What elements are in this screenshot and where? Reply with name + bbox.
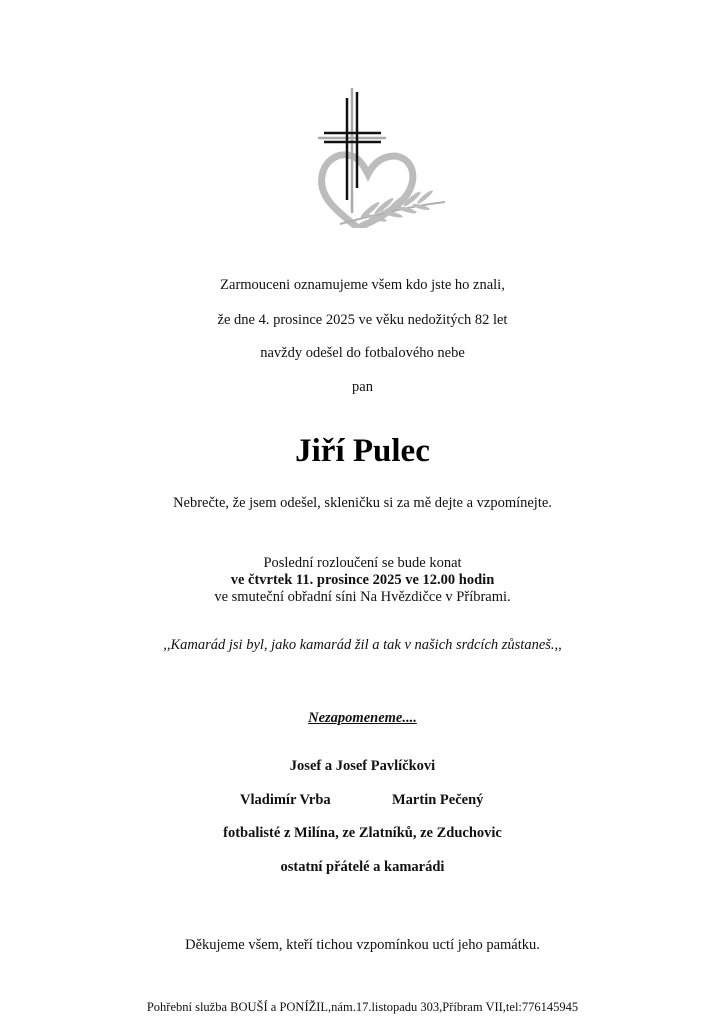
mourners-line-4: ostatní přátelé a kamarádi xyxy=(280,859,445,875)
deceased-name: Jiří Pulec xyxy=(295,433,430,469)
mourners-line-1: Josef a Josef Pavlíčkovi xyxy=(289,758,436,774)
ceremony-line-1: Poslední rozloučení se bude konat xyxy=(263,555,462,571)
ceremony-place: ve smuteční obřadní síni Na Hvězdičce v Příbrami. xyxy=(214,589,511,605)
motto: Nebrečte, že jsem odešel, skleničku si za mě dejte a vzpomínejte. xyxy=(173,495,552,511)
mourners-line-3: fotbalisté z Milína, ze Zlatníků, ze Zduchovic xyxy=(223,825,502,841)
ceremony-date-time: ve čtvrtek 11. prosince 2025 ve 12.00 hodin xyxy=(230,572,495,588)
announcement-line-2: že dne 4. prosince 2025 ve věku nedožitých 82 let xyxy=(217,312,508,328)
thanks: Děkujeme všem, kteří tichou vzpomínkou uctí jeho památku. xyxy=(185,937,540,953)
announcement-line-1: Zarmouceni oznamujeme všem kdo jste ho znali, xyxy=(220,277,505,293)
mourner-right: Martin Pečený xyxy=(392,792,484,808)
quote: ,,Kamarád jsi byl, jako kamarád žil a tak v našich srdcích zůstaneš.,, xyxy=(163,637,562,653)
footer-funeral-service: Pohřební služba BOUŠÍ a PONÍŽIL,nám.17.listopadu 303,Příbram VII,tel:776145945 xyxy=(146,1000,579,1014)
emblem xyxy=(300,78,450,228)
cross-heart-palm-icon xyxy=(300,78,450,228)
announcement-line-4: pan xyxy=(352,379,373,395)
announcement-line-3: navždy odešel do fotbalového nebe xyxy=(260,345,465,361)
mourner-left: Vladimír Vrba xyxy=(240,792,331,808)
mourners-heading: Nezapomeneme.... xyxy=(308,710,417,726)
